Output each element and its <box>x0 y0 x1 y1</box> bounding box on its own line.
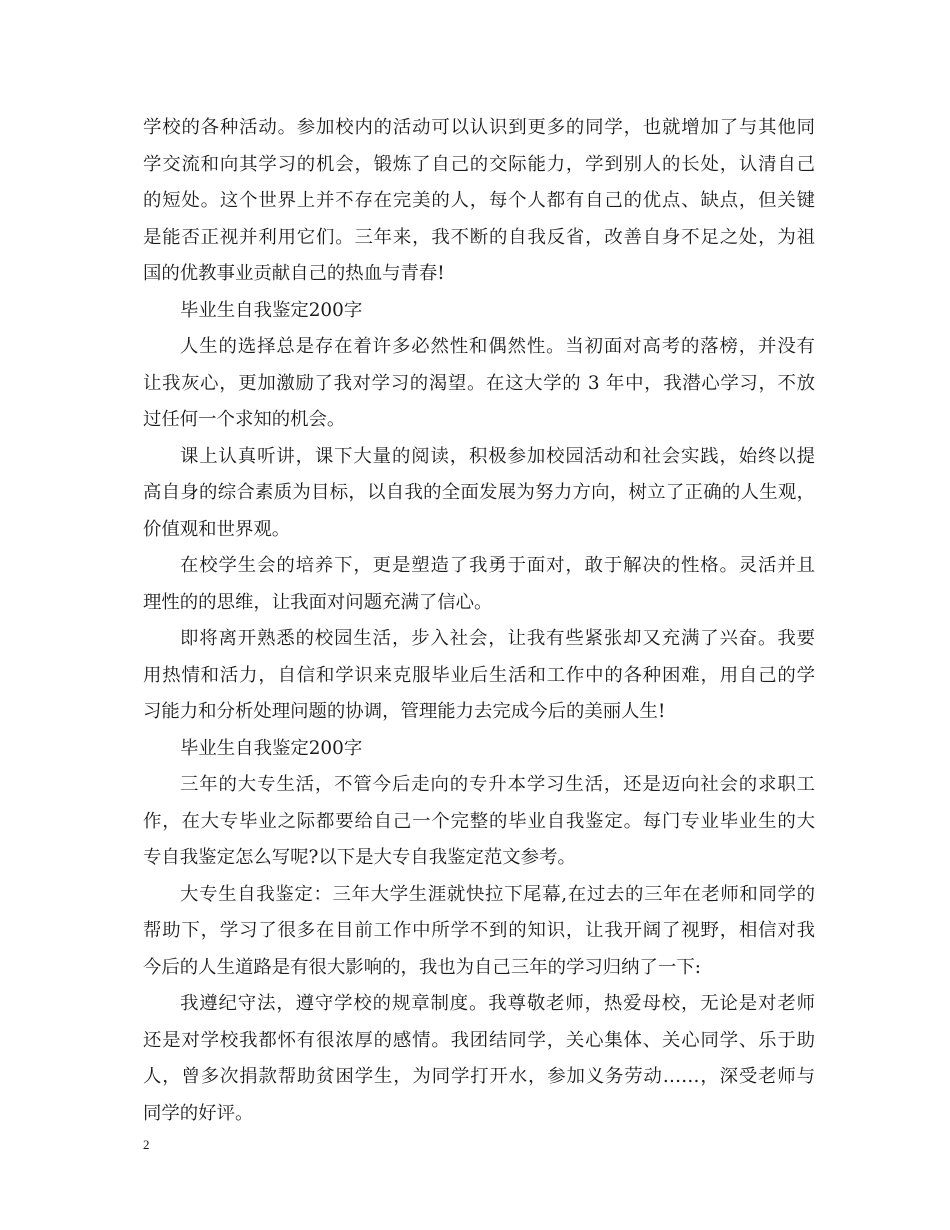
paragraph <box>143 767 815 877</box>
text-line: 还是对学校我都怀有很浓厚的感情。我团结同学，关心集体、关心同学、乐于助 <box>143 1029 815 1051</box>
text-line: 学校的各种活动。参加校内的活动可以认识到更多的同学，也就增加了与其他同 <box>143 117 815 138</box>
text-line: 人，曾多次捐款帮助贫困学生，为同学打开水，参加义务劳动……，深受老师与 <box>143 1066 815 1087</box>
text-line: 毕业生自我鉴定200字 <box>180 737 363 759</box>
text-line: 同学的好评。 <box>143 1102 254 1124</box>
paragraph <box>143 621 815 731</box>
text-line: 的短处。这个世界上并不存在完美的人，每个人都有自己的优点、缺点，但关键 <box>143 190 815 211</box>
text-line: 理性的的思维，让我面对问题充满了信心。 <box>143 591 493 613</box>
paragraph <box>143 329 815 439</box>
text-line: 人生的选择总是存在着许多必然性和偶然性。当初面对高考的落榜，并没有 <box>180 336 815 357</box>
text-line: 大专生自我鉴定：三年大学生涯就快拉下尾幕,在过去的三年在老师和同学的 <box>180 883 815 905</box>
text-line: 是能否正视并利用它们。三年来，我不断的自我反省，改善自身不足之处，为祖 <box>143 226 815 248</box>
paragraph <box>143 439 815 549</box>
text-line: 高自身的综合素质为目标，以自我的全面发展为努力方向，树立了正确的人生观， <box>143 482 815 503</box>
text-line: 我遵纪守法，遵守学校的规章制度。我尊敬老师，热爱母校，无论是对老师 <box>180 993 815 1014</box>
text-line: 三年的大专生活，不管今后走向的专升本学习生活，还是迈向社会的求职工 <box>180 774 815 795</box>
text-line: 用热情和活力，自信和学识来克服毕业后生活和工作中的各种困难，用自己的学 <box>143 664 815 686</box>
text-line: 习能力和分析处理问题的协调，管理能力去完成今后的美丽人生! <box>143 701 666 722</box>
paragraph <box>143 548 815 621</box>
text-line: 帮助下，学习了很多在目前工作中所学不到的知识，让我开阔了视野，相信对我 <box>143 920 815 941</box>
section-heading <box>143 293 815 330</box>
text-line: 过任何一个求知的机会。 <box>143 409 346 430</box>
text-line: 在校学生会的培养下，更是塑造了我勇于面对，敢于解决的性格。灵活并且 <box>180 555 815 576</box>
paragraph <box>143 986 815 1132</box>
text-line: 今后的人生道路是有很大影响的，我也为自己三年的学习归纳了一下: <box>143 956 701 978</box>
text-line: 价值观和世界观。 <box>143 518 291 540</box>
text-line: 即将离开熟悉的校园生活，步入社会，让我有些紧张却又充满了兴奋。我要 <box>180 628 815 649</box>
document-body <box>143 110 815 1132</box>
text-line: 作，在大专毕业之际都要给自己一个完整的毕业自我鉴定。每门专业毕业生的大 <box>143 810 815 832</box>
paragraph <box>143 110 815 293</box>
text-line: 让我灰心，更加激励了我对学习的渴望。在这大学的 3 年中，我潜心学习，不放 <box>143 372 815 394</box>
text-line: 国的优教事业贡献自己的热血与青春! <box>143 263 445 284</box>
text-line: 毕业生自我鉴定200字 <box>180 299 363 321</box>
paragraph <box>143 877 815 987</box>
page-number: 2 <box>143 1137 150 1152</box>
section-heading <box>143 731 815 768</box>
text-line: 专自我鉴定怎么写呢?以下是大专自我鉴定范文参考。 <box>143 847 576 868</box>
text-line: 学交流和向其学习的机会，锻炼了自己的交际能力，学到别人的长处，认清自己 <box>143 153 815 175</box>
text-line: 课上认真听讲，课下大量的阅读，积极参加校园活动和社会实践，始终以提 <box>180 445 815 467</box>
